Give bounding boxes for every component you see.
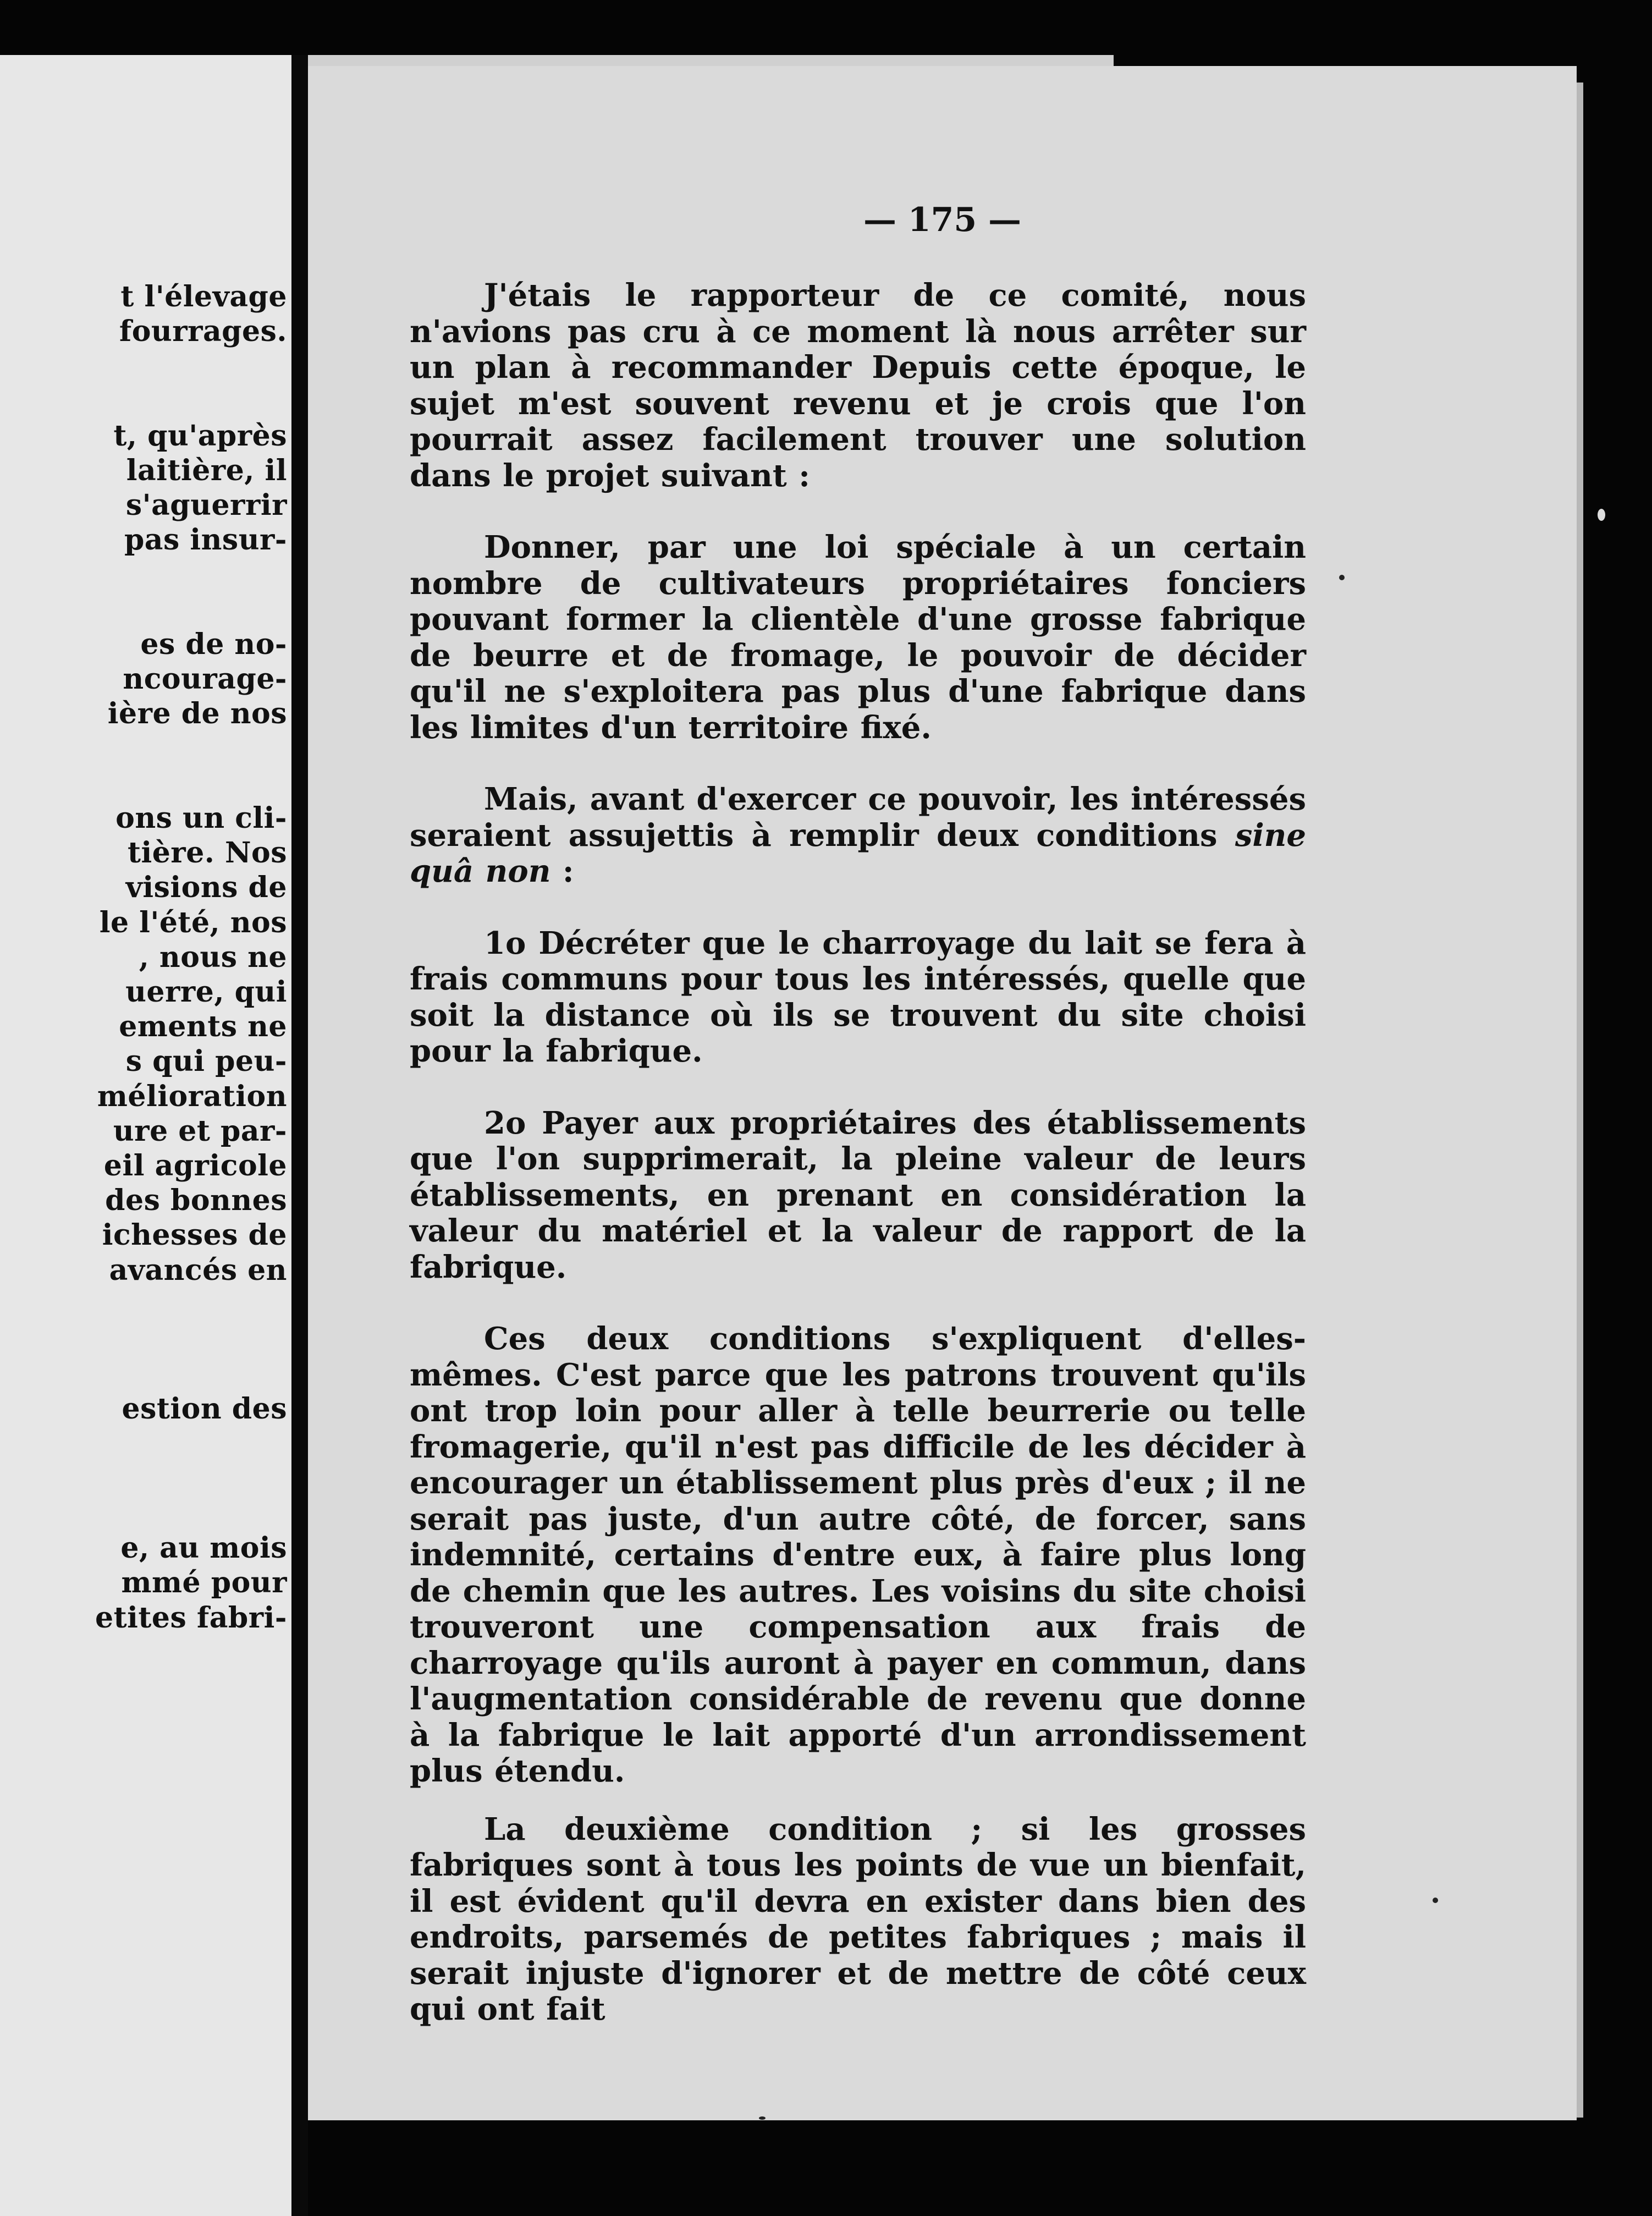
left-page-line: s'aguerrir: [125, 488, 287, 523]
left-page-line: mélioration: [97, 1079, 287, 1113]
left-facing-page: [0, 55, 291, 2216]
scan-speck: [1598, 509, 1605, 521]
page-text: [410, 278, 1306, 2028]
left-page-line: des bonnes: [105, 1184, 287, 1218]
book-gutter: [291, 55, 308, 2216]
left-page-line: tière. Nos: [127, 836, 287, 870]
left-page-line: eil agricole: [103, 1149, 287, 1183]
scan-speck: [1433, 1898, 1438, 1903]
left-page-line: ichesses de: [102, 1218, 287, 1252]
left-page-line: s qui peu-: [125, 1044, 287, 1079]
page-number: — 175 —: [863, 201, 1022, 239]
left-page-line: , nous ne: [139, 940, 287, 974]
scan-speck: [1339, 575, 1345, 580]
paragraph-3: Mais, avant d'exercer ce pouvoir, les intéressés seraient assujettis à remplir deux conditions sine quâ non :: [410, 781, 1306, 889]
paragraph-4: 1o Décréter que le charroyage du lait se fera à frais communs pour tous les intéressés, quelle que soit la distance où ils se trouvent du site choisi pour la fabrique.: [410, 925, 1306, 1069]
paragraph-1: J'étais le rapporteur de ce comité, nous n'avions pas cru à ce moment là nous arrêter sur un plan à recommander Depuis cette époque, le sujet m'est souvent revenu et je crois que l'on pourrait assez facilement trouver une solution dans le projet suivant :: [410, 277, 1306, 494]
right-page: [308, 66, 1577, 2120]
paragraph-5: 2o Payer aux propriétaires des établissements que l'on supprimerait, la pleine valeur de leurs établissements, en prenant en considération la valeur du matériel et la valeur de rapport de la fabrique.: [410, 1104, 1306, 1285]
left-page-line: etites fabri-: [95, 1601, 287, 1635]
left-page-line: uerre, qui: [125, 975, 287, 1009]
left-page-line: t, qu'après: [113, 419, 287, 453]
left-page-line: visions de: [125, 871, 287, 905]
left-page-line: ncourage-: [123, 662, 287, 696]
left-page-line: avancés en: [109, 1253, 287, 1287]
left-page-line: fourrages.: [119, 315, 287, 349]
left-page-line: le l'été, nos: [99, 905, 287, 939]
left-page-line: ons un cli-: [115, 801, 287, 835]
left-page-line: pas insur-: [124, 523, 287, 557]
paragraph-6: Ces deux conditions s'expliquent d'elles-mêmes. C'est parce que les patrons trouvent qu'ils ont trop loin pour aller à telle beurrerie ou telle fromagerie, qu'il n'est pas difficile de les décider à encourager un établissement plus près d'eux ; il ne serait pas juste, d'un autre côté, de forcer, sans indemnité, certains d'entre eux, à faire plus long de chemin que les autres. Les voisins du site choisi trouveront une compensation aux frais de charroyage qu'ils auront à payer en commun, dans l'augmentation considérable de revenu que donne à la fabrique le lait apporté d'un arrondissement plus étendu.: [410, 1321, 1306, 1789]
left-page-line: e, au mois: [120, 1531, 287, 1565]
left-page-line: t l'élevage: [120, 280, 287, 314]
left-page-line: ière de nos: [107, 697, 287, 731]
left-page-line: estion des: [122, 1392, 287, 1426]
paragraph-2: Donner, par une loi spéciale à un certain nombre de cultivateurs propriétaires fonciers pouvant former la clientèle d'une grosse fabrique de beurre et de fromage, le pouvoir de décider qu'il ne s'exploitera pas plus d'une fabrique dans les limites d'un territoire fixé.: [410, 529, 1306, 746]
left-page-line: es de no-: [140, 628, 287, 661]
page-right-edge: [1577, 83, 1583, 2118]
page-top-edge: [308, 55, 1114, 66]
left-page-line: ure et par-: [113, 1114, 287, 1148]
latin-phrase: sine quâ non: [410, 817, 1306, 889]
paragraph-7: La deuxième condition ; si les grosses fabriques sont à tous les points de vue un bienfait, il est évident qu'il devra en exister dans bien des endroits, parsemés de petites fabriques ; mais il serait injuste d'ignorer et de mettre de côté ceux qui ont fait: [410, 1811, 1306, 2027]
left-page-line: laitière, il: [126, 454, 287, 487]
left-page-line: ements ne: [119, 1010, 287, 1044]
left-page-line: mmé pour: [121, 1566, 287, 1600]
scan-speck: [759, 2116, 766, 2120]
